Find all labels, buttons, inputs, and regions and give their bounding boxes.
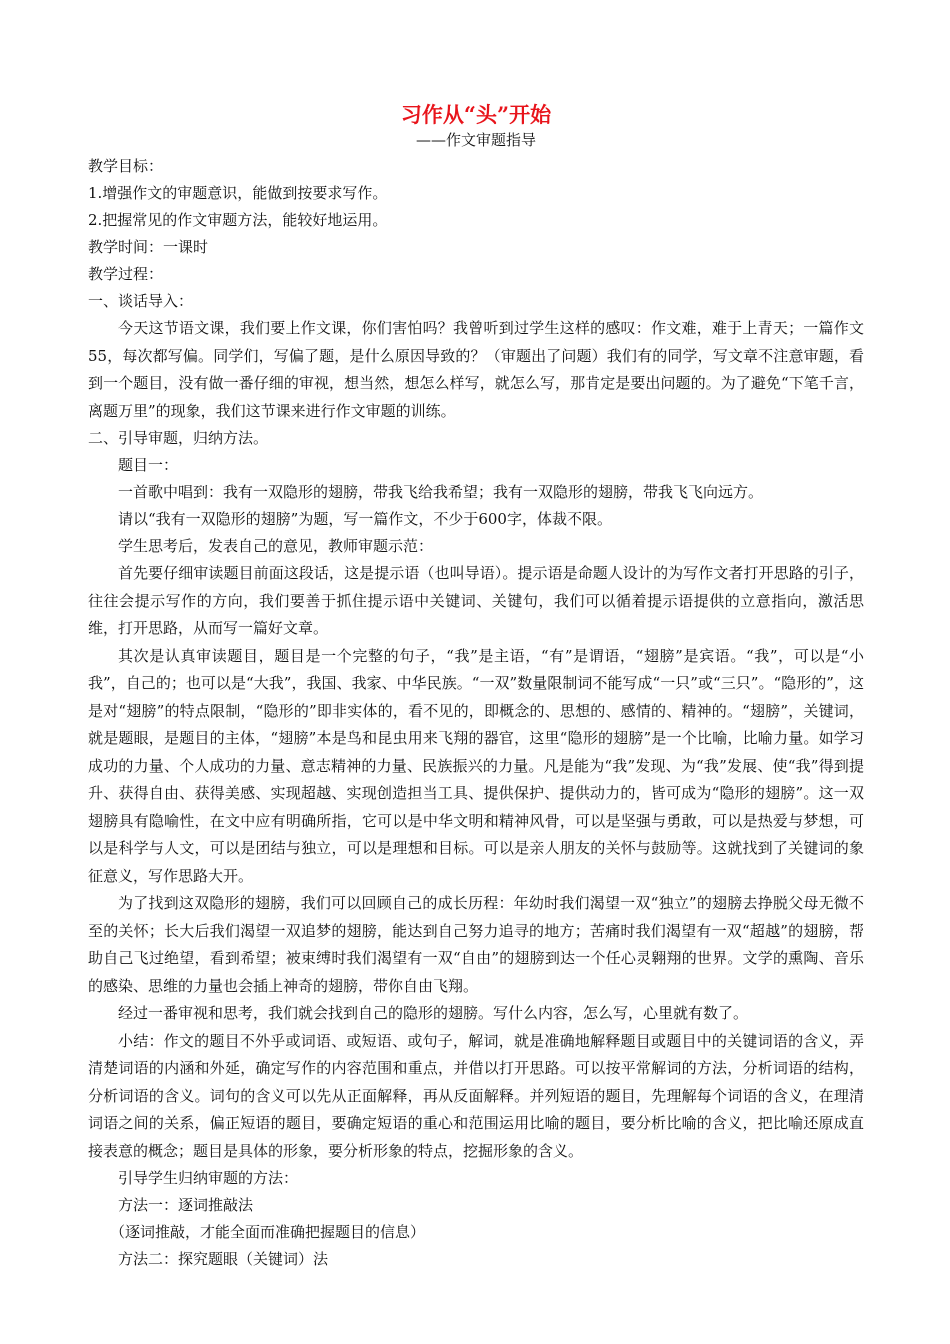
goal-item-1: 1.增强作文的审题意识，能做到按要求写作。 bbox=[88, 184, 388, 202]
topic-one-label: 题目一： bbox=[118, 456, 179, 474]
goals-label: 教学目标： bbox=[88, 157, 164, 175]
discussion-line: 学生思考后，发表自己的意见，教师审题示范： bbox=[118, 537, 434, 555]
process-label: 教学过程： bbox=[88, 265, 164, 283]
section-heading-intro: 一、谈话导入： bbox=[88, 292, 194, 310]
document-subtitle: ——作文审题指导 bbox=[415, 131, 536, 149]
song-quote: 一首歌中唱到：我有一双隐形的翅膀，带我飞给我希望；我有一双隐形的翅膀，带我飞飞向远方。 bbox=[118, 483, 764, 501]
paragraph-second: 其次是认真审读题目，题目是一个完整的句子，“我”是主语，“有”是谓语，“翅膀”是宾语。“我”，可以是“小我”，自己的；也可以是“大我”，我国、我家、中华民族。“一双”数量限制词不能写成“一只”或“三只”。“隐形的”，这是对“翅膀”的特点限制，“隐形的”即非实体的，看不见的，即概念的、思想的、感情的、精神的。“翅膀”，关键词，就是题眼，是题目的主体，“翅膀”本是鸟和昆虫用来飞翔的器官，这里“隐形的翅膀”是一个比喻，比喻力量。如学习成功的力量、个人成功的力量、意志精神的力量、民族振兴的力量。凡是能为“我”发现、为“我”发展、使“我”得到提升、获得自由、获得美感、实现超越、实现创造担当工具、提供保护、提供动力的，皆可成为“隐形的翅膀”。这一双翅膀具有隐喻性，在文中应有明确所指，它可以是中华文明和精神风骨，可以是坚强与勇敢，可以是热爱与梦想，可以是科学与人文，可以是团结与独立，可以是理想和目标。可以是亲人朋友的关怀与鼓励等。这就找到了关键词的象征意义，写作思路大开。 bbox=[88, 646, 864, 885]
method-one-note: （逐词推敲，才能全面而准确把握题目的信息） bbox=[110, 1223, 426, 1241]
guide-line: 引导学生归纳审题的方法： bbox=[118, 1169, 299, 1187]
summary-paragraph: 小结：作文的题目不外乎或词语、或短语、或句子，解词，就是准确地解释题目或题目中的关键词语的含义，弄清楚词语的内涵和外延，确定写作的内容范围和重点，并借以打开思路。可以按平常解词的方法，分析词语的结构，分析词语的含义。词句的含义可以先从正面解释，再从反面解释。并列短语的题目，先理解每个词语的含义，在理清词语之间的关系，偏正短语的题目，要确定短语的重心和范围运用比喻的题目，要分析比喻的含义，把比喻还原成直接表意的概念；题目是具体的形象，要分析形象的特点，挖掘形象的含义。 bbox=[88, 1031, 864, 1160]
method-one: 方法一：逐词推敲法 bbox=[118, 1196, 254, 1214]
paragraph-first: 首先要仔细审读题目前面这段话，这是提示语（也叫导语）。提示语是命题人设计的为写作文者打开思路的引子，往往会提示写作的方向，我们要善于抓住提示语中关键词、关键句，我们可以循着提示语提供的立意指向，激活思维，打开思路，从而写一篇好文章。 bbox=[88, 564, 864, 637]
paragraph-fourth: 经过一番审视和思考，我们就会找到自己的隐形的翅膀。写什么内容，怎么写，心里就有数了。 bbox=[118, 1004, 749, 1022]
method-two: 方法二：探究题眼（关键词）法 bbox=[118, 1250, 329, 1268]
document-title: 习作从“头”开始 bbox=[400, 102, 552, 127]
section-heading-guide: 二、引导审题，归纳方法。 bbox=[88, 429, 269, 447]
paragraph-third: 为了找到这双隐形的翅膀，我们可以回顾自己的成长历程：年幼时我们渴望一双“独立”的翅膀去挣脱父母无微不至的关怀；长大后我们渴望一双追梦的翅膀，能达到自己努力追寻的地方；苦痛时我们渴望有一双“超越”的翅膀，帮助自己飞过绝望，看到希望；被束缚时我们渴望有一双“自由”的翅膀到达一个任心灵翱翔的世界。文学的熏陶、音乐的感染、思维的力量也会插上神奇的翅膀，带你自由飞翔。 bbox=[88, 894, 864, 995]
teaching-time: 教学时间：一课时 bbox=[88, 238, 209, 256]
document-page bbox=[88, 100, 864, 1273]
writing-prompt: 请以“我有一双隐形的翅膀”为题，写一篇作文，不少于600字，体裁不限。 bbox=[118, 510, 612, 528]
goal-item-2: 2.把握常见的作文审题方法，能较好地运用。 bbox=[88, 211, 388, 229]
intro-paragraph: 今天这节语文课，我们要上作文课，你们害怕吗？我曾听到过学生这样的感叹：作文难，难于上青天；一篇作文55，每次都写偏。同学们，写偏了题，是什么原因导致的？（审题出了问题）我们有的同学，写文章不注意审题，看到一个题目，没有做一番仔细的审视，想当然，想怎么样写，就怎么写，那肯定是要出问题的。为了避免“下笔千言，离题万里”的现象，我们这节课来进行作文审题的训练。 bbox=[88, 319, 864, 420]
